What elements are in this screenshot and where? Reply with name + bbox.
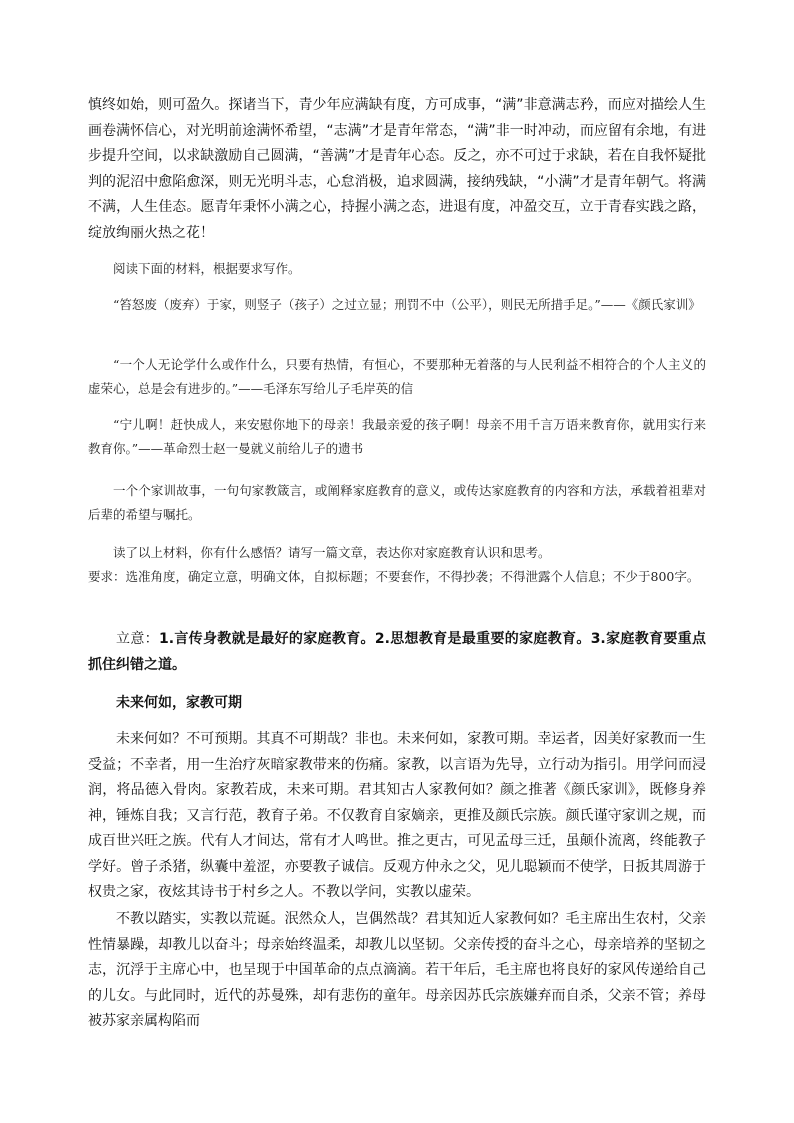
essay-title: 未来何如，家教可期 [116,695,242,711]
prompt-intro: 阅读下面的材料，根据要求写作。 [113,261,301,276]
essay-paragraph-2: 不教以踏实，实教以荒诞。泯然众人，岂偶然哉？君其知近人家教何如？毛主席出生农村，父亲性情暴躁，却教儿以奋斗；母亲始终温柔，却教儿以坚韧。父亲传授的奋斗之心，母亲培养的坚韧之志，沉浮于主席心中，也呈现于中国革命的点点滴滴。若干年后，毛主席也将良好的家风传递给自己的儿女。与此同时，近代的苏曼殊，却有悲伤的童年。母亲因苏氏宗族嫌弃而自杀，父亲不管；养母被苏家亲属构陷而 [88,911,706,1029]
essay-paragraph-1: 未来何如？不可预期。其真不可期哉？非也。未来何如，家教可期。幸运者，因美好家教而一生受益；不幸者，用一生治疗灰暗家教带来的伤痛。家教，以言语为先导，立行动为指引。用学问而浸润，将品德入骨肉。家教若成，未来可期。君其知古人家教何如？颜之推著《颜氏家训》，既修身养神，锤炼自我；又言行范，教育子弟。不仅教育自家嫡亲，更推及颜氏宗族。颜氏谨守家训之规，而成百世兴旺之族。代有人才间达，常有才人鸣世。推之更古，可见孟母三迁，虽颠仆流离，终能教子学好。曾子杀猪，纵囊中羞涩，亦要教子诚信。反观方仲永之父，见儿聪颖而不使学，日扳其周游于权贵之家，夜炫其诗书于村乡之人。不教以学问，实教以虚荣。 [88,731,706,900]
quote-yanshi-jiaxun: “笞怒废（废弃）于家，则竖子（孩子）之过立显；刑罚不中（公平），则民无所措手足。”——《颜氏家训》 [113,297,701,312]
quote-mao-letter: “一个人无论学什么或作什么，只要有热情，有恒心，不要那种无着落的与人民利益不相符合的个人主义的虚荣心，总是会有进步的。”——毛泽东写给儿子毛岸英的信 [88,357,706,396]
lizhi-section [88,627,706,678]
writing-task: 读了以上材料，你有什么感悟？请写一篇文章，表达你对家庭教育认识和思考。 [113,545,551,560]
lizhi-label: 立意： [116,631,159,647]
essay-continuation-paragraph: 慎终如始，则可盈久。探诸当下，青少年应满缺有度，方可成事，“满”非意满志矜，而应对描绘人生画卷满怀信心，对光明前途满怀希望，“志满”才是青年常态，“满”非一时冲动，而应留有余地，有进步提升空间，以求缺激励自己圆满，“善满”才是青年心态。反之，亦不可过于求缺，若在自我怀疑批判的泥沼中愈陷愈深，则无光明斗志，心怠消极，追求圆满，接纳残缺，“小满”才是青年朝气。将满不满，人生佳态。愿青年秉怀小满之心，持握小满之态，进退有度，冲盈交互，立于青春实践之路，绽放绚丽火热之花！ [88,97,706,241]
quote-zhao-yiman-letter: “宁儿啊！赶快成人，来安慰你地下的母亲！我最亲爱的孩子啊！母亲不用千言万语来教育你，就用实行来教育你。”——革命烈士赵一曼就义前给儿子的遗书 [88,417,706,456]
lizhi-text: 1.言传身教就是最好的家庭教育。2.思想教育是最重要的家庭教育。3.家庭教育要重点抓住纠错之道。 [88,631,706,673]
material-summary: 一个个家训故事，一句句家教箴言，或阐释家庭教育的意义，或传达家庭教育的内容和方法，承载着祖辈对后辈的希望与嘱托。 [88,483,706,522]
writing-requirements: 要求：选准角度，确定立意，明确文体，自拟标题；不要套作，不得抄袭；不得泄露个人信息；不少于800字。 [88,569,700,584]
